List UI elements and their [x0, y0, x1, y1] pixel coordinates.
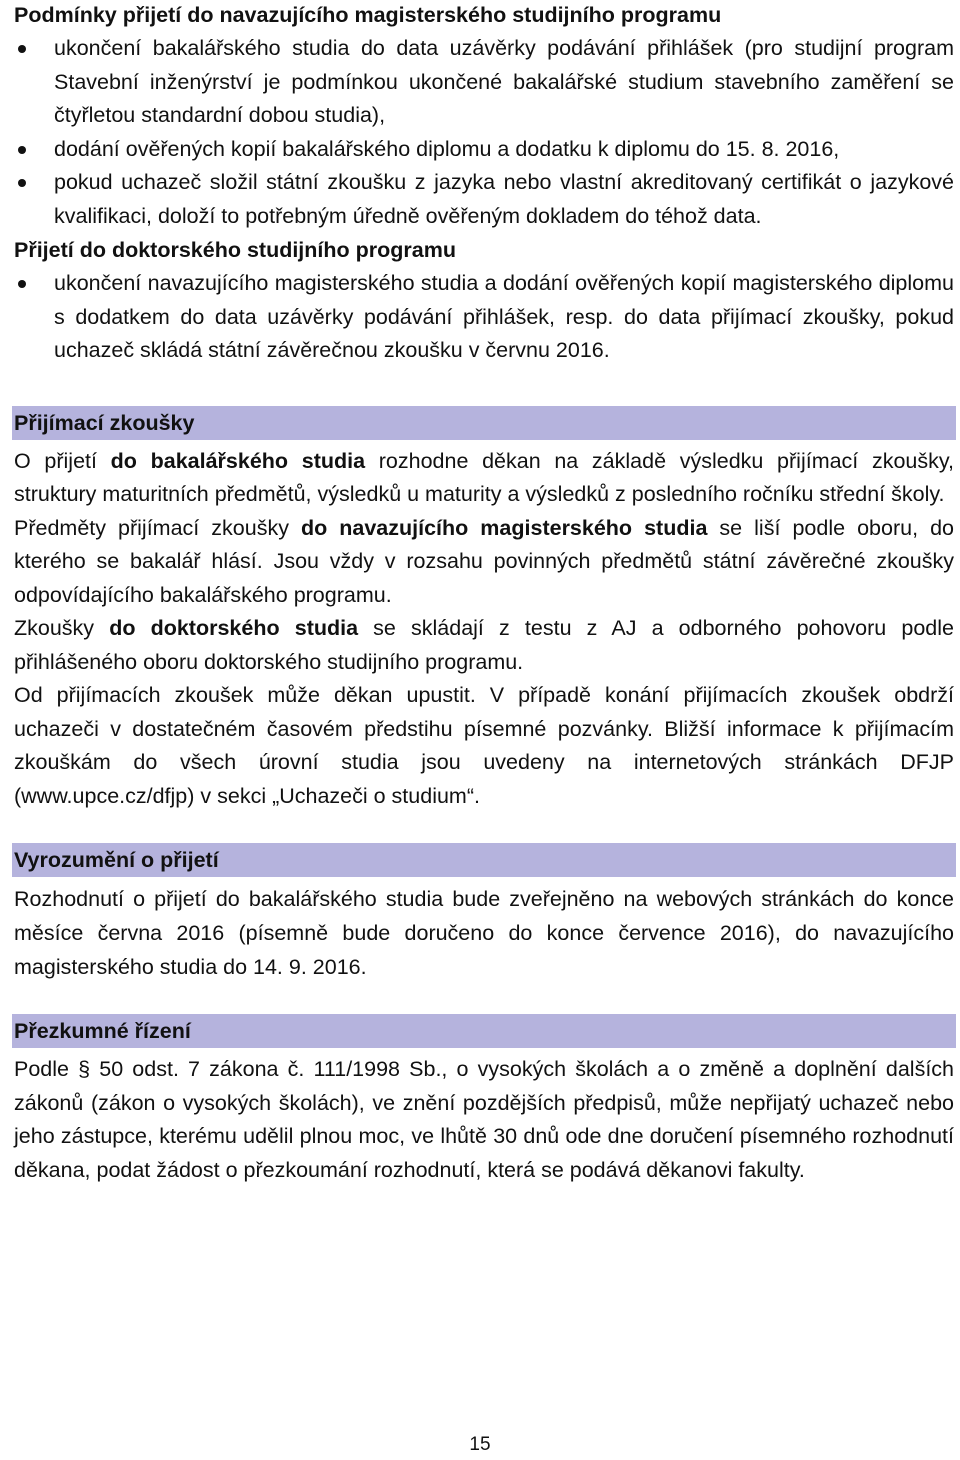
text: se skládají z testu z AJ a odborného pohovoru podle přihlášeného oboru doktorského studijního programu.: [14, 616, 954, 674]
heading-doctoral-admission: Přijetí do doktorského studijního programu: [14, 238, 456, 262]
emphasis: do navazujícího magisterského studia: [300, 515, 708, 540]
list-item: ukončení navazujícího magisterského studia a dodání ověřených kopií magisterského diplomu s dodatkem do data uzávěrky podávání přihlášek, resp. do data přijímací zkoušky, pokud uchazeč skládá státní závěrečnou zkoušku v červnu 2016.: [14, 267, 954, 368]
exams-doctoral-paragraph: [14, 612, 954, 679]
section-band-review: Přezkumné řízení: [12, 1014, 956, 1048]
text: Zkoušky: [14, 616, 110, 640]
exams-info-paragraph: Od přijímacích zkoušek může děkan upustit. V případě konání přijímacích zkoušek obdrží uchazeči v dostatečném časovém předstihu písemné pozvánky. Bližší informace k přijímacím zkouškám do všech úrovní studia jsou uvedeny na internetových stránkách DFJP (www.upce.cz/dfjp) v sekci „Uchazeči o studium“.: [14, 683, 954, 808]
text: Předměty přijímací zkoušky: [14, 515, 301, 540]
section-band-notice: Vyrozumění o přijetí: [12, 843, 956, 877]
list-item: pokud uchazeč složil státní zkoušku z jazyka nebo vlastní akreditovaný certifikát o jazykové kvalifikaci, doloží to potřebným úředně ověřeným dokladem do téhož data.: [14, 166, 954, 233]
review-paragraph: Podle § 50 odst. 7 zákona č. 111/1998 Sb., o vysokých školách a o změně a doplnění dalších zákonů (zákon o vysokých školách), ve znění pozdějších předpisů, může nepřijatý uchazeč nebo jeho zástupce, kterému udělil plnou moc, ve lhůtě 30 dnů ode dne doručení písemného rozhodnutí děkana, podat žádost o přezkoumání rozhodnutí, která se podává děkanovi fakulty.: [14, 1057, 954, 1182]
text: se liší podle oboru, do kterého se bakalář hlásí. Jsou vždy v rozsahu povinných předmětů státní závěrečné zkoušky odpovídajícího bakalářského programu.: [14, 515, 954, 607]
heading-master-admission: Podmínky přijetí do navazujícího magisterského studijního programu: [14, 3, 722, 27]
emphasis: do bakalářského studia: [110, 448, 366, 473]
page-number: 15: [469, 1434, 491, 1455]
doctoral-conditions-list: [14, 267, 954, 368]
exams-master-paragraph: [14, 512, 954, 613]
emphasis: do doktorského studia: [109, 616, 359, 640]
list-item: ukončení bakalářského studia do data uzávěrky podávání přihlášek (pro studijní program Stavební inženýrství je podmínkou ukončené bakalářské studium stavebního zaměření se čtyřletou standardní dobou studia),: [14, 32, 954, 133]
exams-bachelor-paragraph: [14, 445, 954, 512]
list-item: dodání ověřených kopií bakalářského diplomu a dodatku k diplomu do 15. 8. 2016,: [14, 133, 954, 167]
text: O přijetí: [14, 448, 111, 473]
text: rozhodne děkan na základě výsledku přijímací zkoušky, struktury maturitních předmětů, výsledků u maturity a výsledků z posledního ročníku střední školy.: [14, 448, 955, 506]
master-conditions-list: [14, 32, 954, 233]
notice-paragraph: Rozhodnutí o přijetí do bakalářského studia bude zveřejněno na webových stránkách do konce měsíce června 2016 (písemně bude doručeno do konce července 2016), do navazujícího magisterského studia do 14. 9. 2016.: [14, 887, 954, 979]
section-band-exams: Přijímací zkoušky: [12, 406, 956, 440]
